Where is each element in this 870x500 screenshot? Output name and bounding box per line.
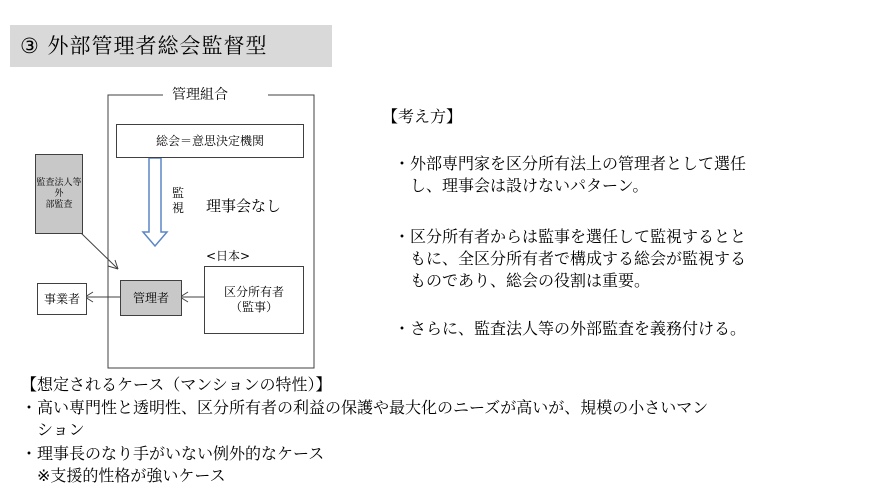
page-title: ③ 外部管理者総会監督型 bbox=[20, 34, 268, 58]
concept-point-2: ・区分所有者からは監事を選任して監視するとと もに、全区分所有者で構成する総会が監視する ものであり、総会の役割は重要。 bbox=[394, 227, 747, 290]
manager-box bbox=[120, 280, 182, 316]
owners-label: 区分所有者 （監事） bbox=[223, 285, 284, 314]
supervision-arrow bbox=[143, 158, 167, 246]
cases-heading: 【想定されるケース（マンションの特性）】 bbox=[21, 375, 332, 394]
association-label: 管理組合 bbox=[168, 84, 232, 104]
general-meeting-box bbox=[116, 124, 304, 158]
owners-box bbox=[204, 266, 304, 334]
auditor-label: 監査法人等外 部監査 bbox=[36, 177, 82, 210]
general-meeting-label: 総会＝意思決定機関 bbox=[155, 133, 264, 148]
contractor-box bbox=[37, 283, 87, 315]
case-item-1: ・高い専門性と透明性、区分所有者の利益の保護や最大化のニーズが高いが、規模の小さいマン ション bbox=[21, 398, 709, 439]
no-board-label: 理事会なし bbox=[206, 197, 282, 215]
auditor-box bbox=[35, 154, 83, 234]
concept-point-1: ・外部専門家を区分所有法上の管理者として選任 し、理事会は設けないパターン。 bbox=[394, 154, 747, 195]
case-item-2: ・理事長のなり手がいない例外的なケース ※支援的性格が強いケース bbox=[21, 444, 325, 485]
concept-heading: 【考え方】 bbox=[382, 107, 463, 126]
audit-arrow-line bbox=[81, 233, 118, 269]
concept-point-3: ・さらに、監査法人等の外部監査を義務付ける。 bbox=[394, 319, 747, 338]
japan-label: <日本> bbox=[206, 249, 251, 263]
contractor-label: 事業者 bbox=[43, 291, 80, 306]
manager-label: 管理者 bbox=[132, 290, 169, 305]
supervision-label: 監 視 bbox=[172, 186, 185, 215]
